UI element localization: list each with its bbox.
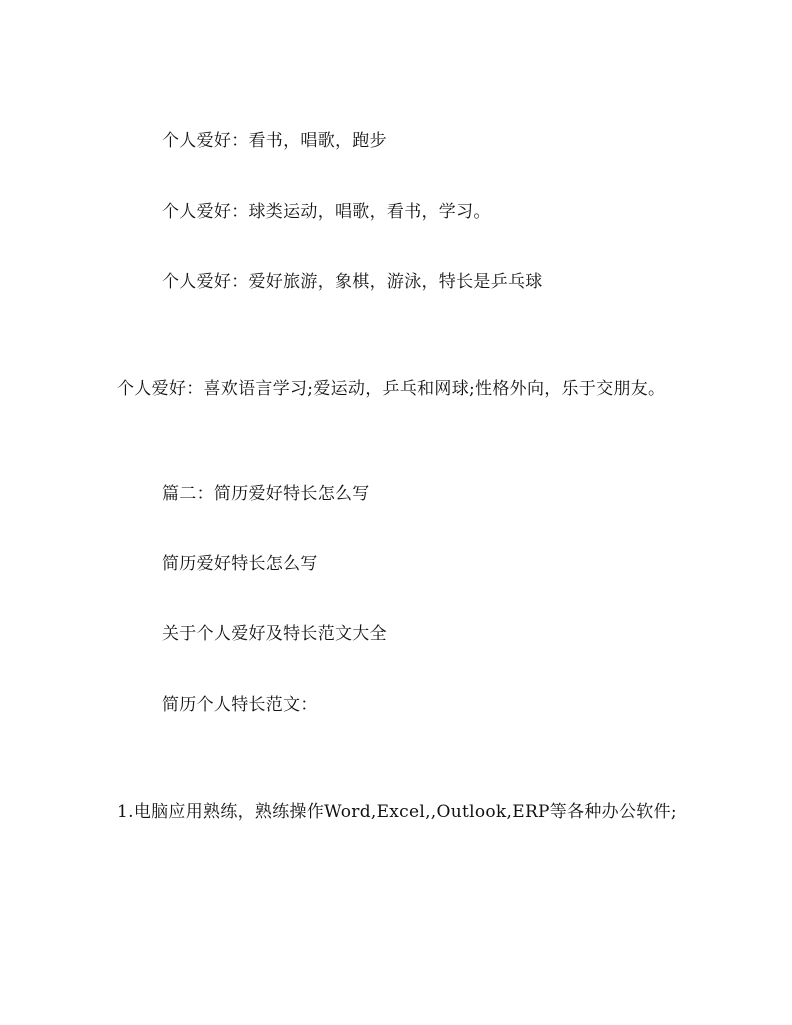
section-heading: 篇二：简历爱好特长怎么写 <box>162 484 370 504</box>
paragraph-hobby-1: 个人爱好：看书，唱歌，跑步 <box>162 131 387 151</box>
paragraph-hobby-3: 个人爱好：爱好旅游，象棋，游泳，特长是乒乓球 <box>162 272 543 292</box>
paragraph-title: 简历爱好特长怎么写 <box>162 554 318 574</box>
paragraph-intro: 简历个人特长范文： <box>162 695 318 715</box>
paragraph-subtitle: 关于个人爱好及特长范文大全 <box>162 624 387 644</box>
paragraph-hobby-2: 个人爱好：球类运动，唱歌，看书，学习。 <box>162 202 491 222</box>
paragraph-skill-1: 1.电脑应用熟练，熟练操作Word,Excel,,Outlook,ERP等各种办公软件; <box>117 802 677 822</box>
paragraph-hobby-4: 个人爱好：喜欢语言学习;爱运动，乒乓和网球;性格外向，乐于交朋友。 <box>117 379 666 399</box>
